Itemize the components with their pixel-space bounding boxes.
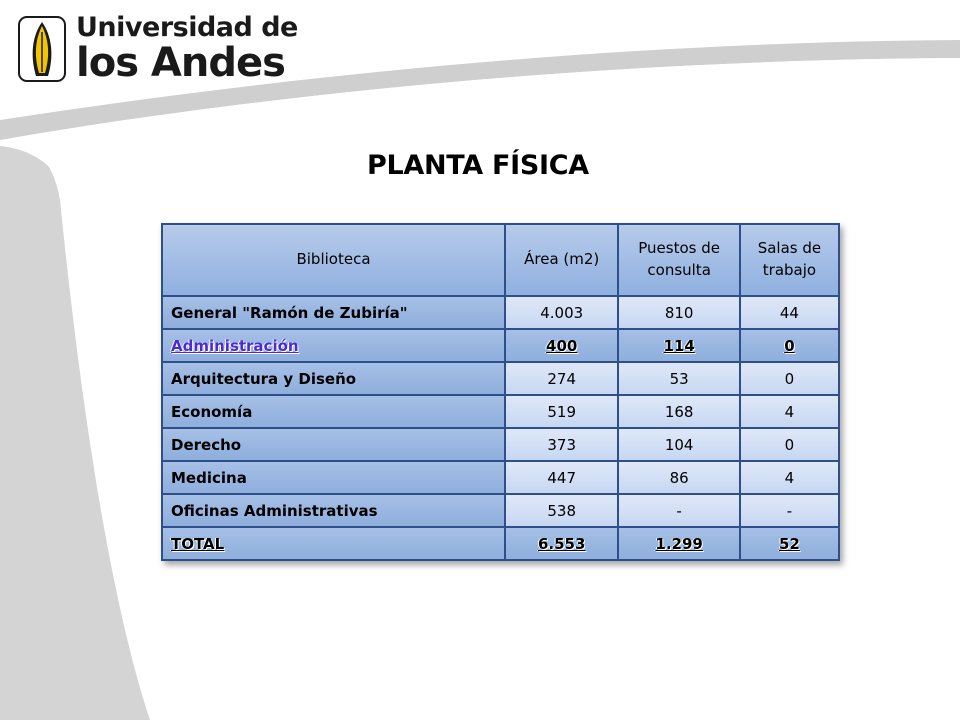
logo-text-line1: Universidad de (76, 12, 298, 43)
library-table-container (161, 223, 840, 561)
cell-total-label (162, 527, 505, 560)
cell-text: 0 (784, 336, 795, 355)
cell-puestos (618, 329, 739, 362)
table-row (162, 296, 839, 329)
header-puestos-line2: consulta (647, 261, 711, 279)
cell-text: - (786, 501, 793, 520)
cell-text: 447 (547, 468, 577, 487)
cell-area (505, 461, 618, 494)
cell-text: Arquitectura y Diseño (171, 369, 357, 388)
cell-text: General "Ramón de Zubiría" (171, 303, 408, 322)
cell-text: 4.003 (540, 303, 584, 322)
cell-text: Oficinas Administrativas (171, 501, 378, 520)
cell-text: 4 (784, 468, 795, 487)
header-salas (740, 224, 839, 296)
cell-text: 86 (669, 468, 689, 487)
cell-text: 52 (778, 534, 800, 553)
cell-biblioteca (162, 494, 505, 527)
table-row (162, 362, 839, 395)
header-biblioteca (162, 224, 505, 296)
cell-biblioteca (162, 362, 505, 395)
cell-text: 373 (547, 435, 577, 454)
cell-puestos (618, 395, 739, 428)
cell-total-area (505, 527, 618, 560)
university-logo (18, 12, 298, 86)
logo-text-line2: los Andes (76, 40, 285, 86)
cell-text: 168 (664, 402, 694, 421)
cell-text: 400 (546, 336, 578, 355)
cell-salas (740, 395, 839, 428)
cell-text: Medicina (171, 468, 247, 487)
cell-text: 114 (663, 336, 695, 355)
cell-salas (740, 461, 839, 494)
cell-text: 53 (669, 369, 689, 388)
header-puestos (618, 224, 739, 296)
cell-text: 519 (547, 402, 577, 421)
cell-text: - (676, 501, 682, 520)
header-area-label: Área (m2) (524, 250, 600, 269)
cell-puestos (618, 296, 739, 329)
header-biblioteca-label: Biblioteca (296, 250, 371, 269)
cell-text: 810 (664, 303, 694, 322)
cell-text: 4 (784, 402, 795, 421)
cell-biblioteca (162, 329, 505, 362)
cell-salas (740, 329, 839, 362)
cell-text: 0 (784, 435, 795, 454)
cell-text: 44 (779, 303, 799, 322)
cell-salas (740, 428, 839, 461)
cell-area (505, 329, 618, 362)
cell-total-puestos (618, 527, 739, 560)
cell-puestos (618, 362, 739, 395)
cell-area (505, 395, 618, 428)
table-row (162, 428, 839, 461)
cell-text: Derecho (171, 435, 242, 454)
cell-biblioteca (162, 395, 505, 428)
logo-emblem-icon (18, 16, 66, 82)
cell-text: 1.299 (655, 534, 703, 553)
cell-puestos (618, 428, 739, 461)
header-puestos-line1: Puestos de (638, 239, 720, 258)
cell-area (505, 494, 618, 527)
cell-text: 104 (664, 435, 694, 454)
table-row (162, 395, 839, 428)
page-title: PLANTA FÍSICA (367, 150, 589, 181)
library-table (161, 223, 840, 561)
cell-area (505, 362, 618, 395)
cell-text: Economía (171, 402, 253, 421)
cell-total-salas (740, 527, 839, 560)
table-row-highlighted (162, 329, 839, 362)
cell-text: TOTAL (171, 534, 225, 553)
cell-text: Administración (171, 336, 299, 355)
table-row (162, 461, 839, 494)
cell-text: 0 (784, 369, 795, 388)
table-total-row (162, 527, 839, 560)
cell-salas (740, 296, 839, 329)
cell-salas (740, 362, 839, 395)
cell-biblioteca (162, 296, 505, 329)
cell-biblioteca (162, 461, 505, 494)
header-area (505, 224, 618, 296)
header-salas-line2: trabajo (762, 261, 817, 279)
header-salas-line1: Salas de (757, 239, 822, 258)
cell-area (505, 296, 618, 329)
cell-text: 538 (547, 501, 577, 520)
cell-puestos (618, 461, 739, 494)
cell-text: 6.553 (537, 534, 586, 553)
cell-text: 274 (547, 369, 577, 388)
cell-area (505, 428, 618, 461)
table-header-row (162, 224, 839, 296)
table-row (162, 494, 839, 527)
cell-puestos (618, 494, 739, 527)
cell-salas (740, 494, 839, 527)
cell-biblioteca (162, 428, 505, 461)
